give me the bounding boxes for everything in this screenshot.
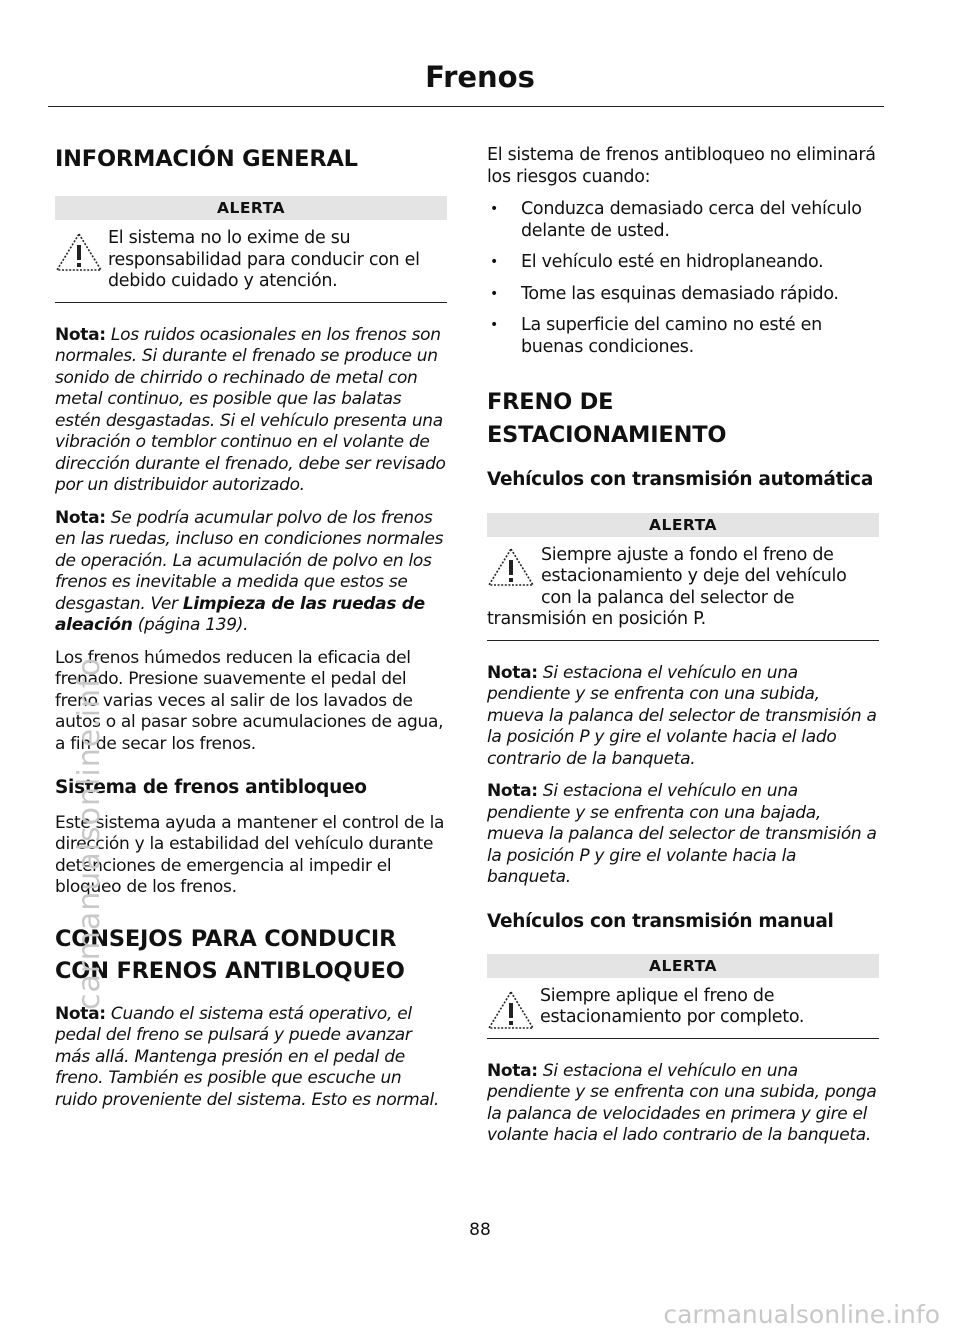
warning-triangle-icon xyxy=(487,545,535,589)
note-label: Nota: xyxy=(487,781,538,802)
header-rule xyxy=(48,106,884,107)
note-label: Nota: xyxy=(55,507,106,528)
note-label: Nota: xyxy=(55,324,106,345)
section-title-freno-estacionamiento xyxy=(487,386,879,451)
section-title-consejos xyxy=(55,923,447,988)
page-reference: (página 139). xyxy=(137,615,249,636)
list-item: • Tome las esquinas demasiado rápido. xyxy=(487,284,879,306)
left-column xyxy=(55,145,447,1122)
alert-body xyxy=(487,545,879,641)
right-column xyxy=(487,145,879,1158)
note-paragraph xyxy=(487,663,879,771)
note-text: Cuando el sistema está operativo, el pedal del freno se pulsará y puede avanzar más allá. Mantenga presión en el pedal de freno. También es posible que escuche un ruido proveniente del sistema. Esto es normal. xyxy=(55,1003,440,1110)
note-paragraph xyxy=(487,1061,879,1147)
section-title-line: FRENO DE xyxy=(487,389,614,415)
note-label: Nota: xyxy=(487,662,538,683)
note-paragraph xyxy=(55,508,447,637)
list-item: • Conduzca demasiado cerca del vehículo delante de usted. xyxy=(487,199,879,242)
section-title-informacion-general: INFORMACIÓN GENERAL xyxy=(55,146,358,172)
section-title-line: CON FRENOS ANTIBLOQUEO xyxy=(55,958,405,985)
alert-box xyxy=(55,196,447,303)
subsection-title-manual: Vehículos con transmisión manual xyxy=(487,910,834,932)
body-paragraph: El sistema de frenos antibloqueo no eliminará los riesgos cuando: xyxy=(487,145,876,187)
body-paragraph: Este sistema ayuda a mantener el control de la dirección y la estabilidad del vehículo durante detenciones de emergencia al impedir el bloqueo de los frenos. xyxy=(55,812,445,898)
alert-text: El sistema no lo exime de su responsabilidad para conducir con el debido cuidado y atención. xyxy=(108,228,420,292)
alert-text: Siempre aplique el freno de estacionamiento por completo. xyxy=(540,985,805,1028)
subsection-title-automatica: Vehículos con transmisión automática xyxy=(487,469,874,491)
note-text: Los ruidos ocasionales en los frenos son normales. Si durante el frenado se produce un sonido de chirrido o rechinado de metal con metal continuo, es posible que las balatas estén desgastadas. Si el vehículo presenta una vibración o temblor continuo en el volante de dirección durante el frenado, debe ser revisado por un distribuidor autorizado. xyxy=(55,324,446,496)
alert-box xyxy=(487,954,879,1039)
note-text: Si estaciona el vehículo en una pendiente y se enfrenta con una subida, mueva la palanca del selector de transmisión a la posición P y gire el volante hacia el lado contrario de la banqueta. xyxy=(487,662,877,769)
bullet-list xyxy=(487,199,879,358)
warning-triangle-icon xyxy=(55,230,103,274)
subsection-title-antibloqueo: Sistema de frenos antibloqueo xyxy=(55,777,367,799)
alert-banner: ALERTA xyxy=(487,513,879,537)
page-number: 88 xyxy=(469,1220,491,1240)
body-paragraph: Los frenos húmedos reducen la eficacia del frenado. Presione suavemente el pedal del freno varias veces al salir de los lavados de autos o al pasar sobre acumulaciones de agua, a fin de secar los frenos. xyxy=(55,647,444,754)
alert-body xyxy=(487,986,879,1039)
alert-box xyxy=(487,513,879,641)
watermark: carmanualsonline.info xyxy=(663,1300,940,1329)
note-label: Nota: xyxy=(55,1003,106,1024)
section-title-line: CONSEJOS PARA CONDUCIR xyxy=(55,925,397,952)
cross-reference-link[interactable]: Limpieza de las ruedas de aleación xyxy=(55,593,425,636)
page-header-title: Frenos xyxy=(425,60,535,94)
note-paragraph xyxy=(487,781,879,889)
alert-banner: ALERTA xyxy=(487,954,879,978)
note-label: Nota: xyxy=(487,1060,538,1081)
note-text: Si estaciona el vehículo en una pendiente y se enfrenta con una bajada, mueva la palanca del selector de transmisión a la posición P y gire el volante hacia la banqueta. xyxy=(487,781,877,888)
note-paragraph xyxy=(55,1004,447,1112)
alert-text: Siempre ajuste a fondo el freno de estacionamiento y deje del vehículo con la palanca del selector de transmisión en posición P. xyxy=(487,544,847,630)
list-item: • El vehículo esté en hidroplaneando. xyxy=(487,252,879,274)
note-text: Si estaciona el vehículo en una pendiente y se enfrenta con una subida, ponga la palanca de velocidades en primera y gire el volante hacia el lado contrario de la banqueta. xyxy=(487,1060,877,1146)
note-text: Se podría acumular polvo de los frenos en las ruedas, incluso en condiciones normales de operación. La acumulación de polvo en los frenos es inevitable a medida que estos se desgastan. Ver xyxy=(55,507,444,614)
alert-banner: ALERTA xyxy=(55,196,447,220)
note-paragraph xyxy=(55,325,447,497)
watermark: carmanualsonline.info xyxy=(72,657,107,1010)
alert-body xyxy=(55,228,447,303)
list-item: • La superficie del camino no esté en buenas condiciones. xyxy=(487,315,879,358)
warning-triangle-icon xyxy=(487,988,535,1032)
section-title-line: ESTACIONAMIENTO xyxy=(487,421,727,448)
